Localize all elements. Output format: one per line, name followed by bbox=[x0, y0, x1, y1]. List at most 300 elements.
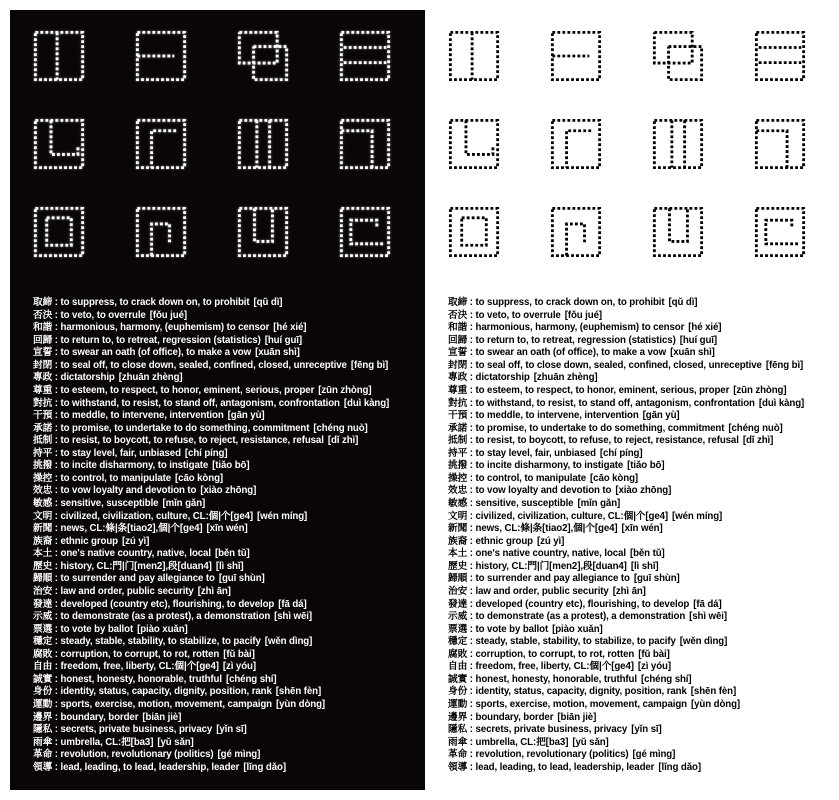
entry-definition: steady, stable, stability, to stabilize, to pacify bbox=[60, 636, 261, 648]
entry-hanzi: 敏感 bbox=[33, 498, 53, 509]
entry-hanzi: 革命 bbox=[33, 749, 53, 761]
entry-hanzi: 隱私 bbox=[33, 724, 53, 736]
entry-hanzi: 承諾 bbox=[33, 422, 53, 434]
entry-hanzi: 干預 bbox=[33, 410, 53, 422]
word-entry bbox=[448, 724, 836, 737]
entry-pinyin: [gān yù] bbox=[227, 410, 265, 422]
entry-separator: : bbox=[467, 297, 476, 308]
panel-dark bbox=[10, 10, 425, 790]
entry-pinyin: [mǐn gǎn] bbox=[577, 498, 621, 509]
dotted-glyph-6 bbox=[550, 118, 602, 170]
entry-hanzi: 尊重 bbox=[448, 384, 468, 396]
entry-pinyin: [yùn dòng] bbox=[690, 699, 741, 710]
entry-pinyin: [wěn dìng] bbox=[264, 636, 313, 648]
entry-separator: : bbox=[52, 460, 61, 472]
word-entry bbox=[33, 712, 421, 725]
entry-hanzi: 回歸 bbox=[33, 334, 53, 346]
entry-definition: to vote by ballot bbox=[60, 623, 134, 635]
entry-hanzi: 持平 bbox=[33, 447, 53, 459]
entry-separator: : bbox=[467, 749, 476, 761]
word-entry bbox=[33, 636, 421, 649]
entry-pinyin: [gān yù] bbox=[642, 410, 680, 422]
entry-hanzi: 新聞 bbox=[33, 523, 53, 535]
entry-pinyin: [zhì ān] bbox=[197, 585, 231, 597]
entry-definition: to vote by ballot bbox=[475, 623, 549, 635]
entry-pinyin: [zú yì] bbox=[121, 535, 150, 547]
entry-pinyin: [yǔ sǎn] bbox=[157, 736, 194, 748]
entry-pinyin: [shēn fèn] bbox=[690, 686, 737, 698]
word-entry bbox=[448, 686, 836, 699]
word-entry bbox=[33, 360, 421, 373]
entry-pinyin: [duì kàng] bbox=[343, 397, 390, 409]
dotted-glyph-12 bbox=[754, 206, 806, 258]
entry-pinyin: [dǐ zhì] bbox=[327, 435, 359, 447]
entry-pinyin: [lì shǐ] bbox=[630, 560, 659, 572]
entry-separator: : bbox=[467, 347, 476, 359]
word-entry bbox=[448, 661, 836, 674]
entry-separator: : bbox=[467, 334, 476, 346]
entry-separator: : bbox=[467, 359, 476, 371]
entry-pinyin: [fēng bì] bbox=[765, 359, 804, 371]
glyph-grid bbox=[33, 30, 391, 258]
entry-separator: : bbox=[467, 460, 476, 472]
word-entry bbox=[448, 699, 836, 712]
entry-hanzi: 雨傘 bbox=[33, 736, 53, 748]
entry-definition: honest, honesty, honorable, truthful bbox=[475, 673, 637, 685]
word-list bbox=[448, 297, 836, 774]
entry-definition: identity, status, capacity, dignity, position, rank bbox=[60, 686, 272, 698]
entry-definition: to esteem, to respect, to honor, eminent, serious, proper bbox=[475, 384, 730, 396]
entry-definition: to promise, to undertake to do something, commitment bbox=[60, 422, 310, 434]
dotted-glyph-9 bbox=[448, 206, 500, 258]
entry-hanzi: 否決 bbox=[448, 309, 468, 321]
entry-hanzi: 領導 bbox=[448, 761, 468, 773]
entry-definition: civilized, civilization, culture, CL:個|个[ge4] bbox=[475, 510, 669, 522]
word-entry bbox=[448, 649, 836, 662]
entry-definition: to return to, to retreat, regression (statistics) bbox=[475, 334, 676, 346]
entry-separator: : bbox=[467, 699, 476, 710]
word-entry bbox=[33, 423, 421, 436]
entry-separator: : bbox=[52, 397, 61, 409]
entry-pinyin: [zhuān zhèng] bbox=[533, 372, 598, 384]
word-entry bbox=[448, 335, 836, 348]
entry-separator: : bbox=[467, 322, 476, 334]
word-entry bbox=[448, 372, 836, 385]
entry-pinyin: [piào xuǎn] bbox=[552, 623, 603, 635]
entry-pinyin: [běn tǔ] bbox=[629, 548, 665, 560]
entry-hanzi: 自由 bbox=[448, 661, 468, 673]
entry-hanzi: 歸順 bbox=[33, 573, 53, 585]
entry-hanzi: 操控 bbox=[448, 472, 468, 484]
dotted-glyph-7 bbox=[237, 118, 289, 170]
entry-hanzi: 新聞 bbox=[448, 523, 468, 535]
entry-hanzi: 文明 bbox=[33, 510, 53, 522]
entry-definition: revolution, revolutionary (politics) bbox=[475, 749, 629, 761]
entry-separator: : bbox=[467, 673, 476, 685]
entry-separator: : bbox=[52, 435, 61, 447]
word-entry bbox=[33, 473, 421, 486]
entry-pinyin: [guī shùn] bbox=[218, 573, 265, 585]
entry-definition: developed (country etc), flourishing, to develop bbox=[60, 598, 275, 610]
entry-hanzi: 效忠 bbox=[33, 485, 53, 497]
entry-hanzi: 票選 bbox=[448, 623, 468, 635]
entry-definition: ethnic group bbox=[475, 535, 533, 547]
entry-definition: to vow loyalty and devotion to bbox=[475, 485, 612, 497]
entry-pinyin: [chéng shí] bbox=[225, 673, 277, 685]
entry-hanzi: 邊界 bbox=[33, 711, 53, 723]
entry-definition: freedom, free, liberty, CL:個|个[ge4] bbox=[60, 661, 219, 673]
entry-separator: : bbox=[467, 523, 476, 535]
dotted-glyph-11 bbox=[237, 206, 289, 258]
word-entry bbox=[33, 297, 421, 310]
entry-separator: : bbox=[52, 498, 61, 509]
word-entry bbox=[33, 448, 421, 461]
entry-separator: : bbox=[467, 472, 476, 484]
entry-hanzi: 票選 bbox=[33, 623, 53, 635]
entry-pinyin: [xiào zhōng] bbox=[615, 485, 672, 497]
word-entry bbox=[33, 485, 421, 498]
dotted-glyph-1 bbox=[448, 30, 500, 82]
word-entry bbox=[448, 360, 836, 373]
entry-definition: secrets, private business, privacy bbox=[475, 724, 628, 736]
entry-separator: : bbox=[467, 447, 476, 459]
entry-separator: : bbox=[52, 761, 61, 773]
entry-pinyin: [shēn fèn] bbox=[275, 686, 322, 698]
entry-hanzi: 革命 bbox=[448, 749, 468, 761]
entry-definition: to stay level, fair, unbiased bbox=[475, 447, 596, 459]
entry-definition: to veto, to overrule bbox=[60, 309, 146, 321]
entry-pinyin: [duì kàng] bbox=[758, 397, 805, 409]
entry-hanzi: 挑撥 bbox=[448, 460, 468, 472]
word-entry bbox=[33, 686, 421, 699]
entry-separator: : bbox=[467, 485, 476, 497]
entry-hanzi: 抵制 bbox=[33, 435, 53, 447]
entry-definition: harmonious, harmony, (euphemism) to censor bbox=[475, 322, 685, 334]
entry-hanzi: 族裔 bbox=[448, 535, 468, 547]
dotted-glyph-10 bbox=[550, 206, 602, 258]
entry-separator: : bbox=[52, 535, 61, 547]
entry-separator: : bbox=[52, 673, 61, 685]
entry-definition: to withstand, to resist, to stand off, antagonism, confrontation bbox=[475, 397, 755, 409]
entry-separator: : bbox=[52, 724, 61, 736]
entry-pinyin: [huí guī] bbox=[679, 334, 717, 346]
word-entry bbox=[33, 322, 421, 335]
word-entry bbox=[448, 423, 836, 436]
entry-pinyin: [chí píng] bbox=[599, 447, 643, 459]
entry-separator: : bbox=[467, 498, 476, 509]
entry-hanzi: 敏感 bbox=[448, 498, 468, 509]
entry-definition: to vow loyalty and devotion to bbox=[60, 485, 197, 497]
word-entry bbox=[448, 573, 836, 586]
entry-separator: : bbox=[467, 724, 476, 736]
entry-hanzi: 承諾 bbox=[448, 422, 468, 434]
entry-separator: : bbox=[467, 510, 476, 522]
entry-separator: : bbox=[52, 447, 61, 459]
entry-definition: to veto, to overrule bbox=[475, 309, 561, 321]
entry-hanzi: 否決 bbox=[33, 309, 53, 321]
entry-definition: to meddle, to intervene, intervention bbox=[60, 410, 224, 422]
entry-hanzi: 治安 bbox=[448, 585, 468, 597]
entry-pinyin: [fǔ bài] bbox=[638, 648, 670, 660]
word-entry bbox=[448, 712, 836, 725]
entry-definition: umbrella, CL:把[ba3] bbox=[60, 736, 154, 748]
entry-hanzi: 專政 bbox=[33, 372, 53, 384]
word-entry bbox=[33, 460, 421, 473]
word-entry bbox=[33, 661, 421, 674]
dotted-glyph-9 bbox=[33, 206, 85, 258]
entry-separator: : bbox=[467, 636, 476, 648]
entry-hanzi: 效忠 bbox=[448, 485, 468, 497]
word-entry bbox=[448, 624, 836, 637]
entry-separator: : bbox=[52, 573, 61, 585]
entry-separator: : bbox=[52, 598, 61, 610]
word-entry bbox=[448, 297, 836, 310]
entry-pinyin: [shì wēi] bbox=[274, 611, 312, 623]
entry-hanzi: 歸順 bbox=[448, 573, 468, 585]
entry-definition: ethnic group bbox=[60, 535, 118, 547]
entry-definition: news, CL:條|条[tiao2],個|个[ge4] bbox=[60, 523, 203, 535]
dotted-glyph-8 bbox=[754, 118, 806, 170]
entry-pinyin: [fēng bì] bbox=[350, 359, 389, 371]
entry-definition: law and order, public security bbox=[475, 585, 609, 597]
panel-light bbox=[425, 10, 839, 790]
entry-hanzi: 邊界 bbox=[448, 711, 468, 723]
entry-hanzi: 對抗 bbox=[33, 397, 53, 409]
entry-hanzi: 封閉 bbox=[448, 359, 468, 371]
entry-definition: dictatorship bbox=[60, 372, 115, 384]
entry-hanzi: 回歸 bbox=[448, 334, 468, 346]
word-entry bbox=[33, 347, 421, 360]
word-entry bbox=[448, 548, 836, 561]
entry-pinyin: [zì yóu] bbox=[222, 661, 256, 673]
word-entry bbox=[33, 511, 421, 524]
entry-pinyin: [qǔ dì] bbox=[253, 297, 283, 308]
entry-definition: sports, exercise, motion, movement, campaign bbox=[475, 699, 687, 710]
entry-separator: : bbox=[467, 535, 476, 547]
entry-separator: : bbox=[52, 548, 61, 560]
entry-hanzi: 隱私 bbox=[448, 724, 468, 736]
entry-hanzi: 宣誓 bbox=[448, 347, 468, 359]
word-entry bbox=[33, 561, 421, 574]
entry-separator: : bbox=[52, 510, 61, 522]
entry-separator: : bbox=[467, 736, 476, 748]
dotted-glyph-3 bbox=[237, 30, 289, 82]
entry-separator: : bbox=[467, 372, 476, 384]
entry-pinyin: [gé mìng] bbox=[217, 749, 261, 761]
entry-definition: law and order, public security bbox=[60, 585, 194, 597]
entry-definition: developed (country etc), flourishing, to develop bbox=[475, 598, 690, 610]
entry-separator: : bbox=[52, 523, 61, 535]
entry-separator: : bbox=[52, 699, 61, 710]
word-entry bbox=[448, 611, 836, 624]
entry-hanzi: 腐敗 bbox=[448, 648, 468, 660]
entry-hanzi: 挑撥 bbox=[33, 460, 53, 472]
entry-hanzi: 封閉 bbox=[33, 359, 53, 371]
entry-hanzi: 本土 bbox=[448, 548, 468, 560]
entry-pinyin: [chéng nuò] bbox=[313, 422, 368, 434]
entry-pinyin: [yǐn sī] bbox=[216, 724, 247, 736]
word-entry bbox=[33, 674, 421, 687]
entry-definition: corruption, to corrupt, to rot, rotten bbox=[60, 648, 220, 660]
dotted-glyph-3 bbox=[652, 30, 704, 82]
word-entry bbox=[33, 385, 421, 398]
word-entry bbox=[448, 473, 836, 486]
entry-hanzi: 自由 bbox=[33, 661, 53, 673]
dotted-glyph-4 bbox=[754, 30, 806, 82]
entry-definition: to stay level, fair, unbiased bbox=[60, 447, 181, 459]
word-entry bbox=[448, 561, 836, 574]
entry-pinyin: [yǔ sǎn] bbox=[572, 736, 609, 748]
word-entry bbox=[33, 611, 421, 624]
entry-hanzi: 和諧 bbox=[33, 322, 53, 334]
entry-pinyin: [fǔ bài] bbox=[223, 648, 255, 660]
entry-pinyin: [piào xuǎn] bbox=[137, 623, 188, 635]
entry-definition: honest, honesty, honorable, truthful bbox=[60, 673, 222, 685]
word-entry bbox=[448, 511, 836, 524]
word-entry bbox=[33, 573, 421, 586]
entry-definition: to incite disharmony, to instigate bbox=[60, 460, 209, 472]
entry-definition: to swear an oath (of office), to make a vow bbox=[475, 347, 667, 359]
word-entry bbox=[448, 737, 836, 750]
entry-hanzi: 歷史 bbox=[448, 560, 468, 572]
entry-hanzi: 和諧 bbox=[448, 322, 468, 334]
word-entry bbox=[33, 372, 421, 385]
entry-pinyin: [zhì ān] bbox=[612, 585, 646, 597]
dotted-glyph-10 bbox=[135, 206, 187, 258]
entry-separator: : bbox=[467, 686, 476, 698]
dotted-glyph-11 bbox=[652, 206, 704, 258]
dotted-glyph-4 bbox=[339, 30, 391, 82]
word-entry bbox=[33, 435, 421, 448]
entry-definition: to esteem, to respect, to honor, eminent, serious, proper bbox=[60, 384, 315, 396]
entry-pinyin: [cāo kòng] bbox=[590, 472, 639, 484]
entry-pinyin: [xīn wén] bbox=[206, 523, 248, 535]
entry-pinyin: [hé xié] bbox=[273, 322, 307, 334]
entry-pinyin: [lì shǐ] bbox=[215, 560, 244, 572]
entry-definition: to withstand, to resist, to stand off, antagonism, confrontation bbox=[60, 397, 340, 409]
entry-definition: civilized, civilization, culture, CL:個|个[ge4] bbox=[60, 510, 254, 522]
entry-separator: : bbox=[52, 422, 61, 434]
dotted-glyph-5 bbox=[33, 118, 85, 170]
entry-pinyin: [shì wēi] bbox=[689, 611, 727, 623]
entry-separator: : bbox=[467, 761, 476, 773]
entry-definition: boundary, border bbox=[60, 711, 139, 723]
word-entry bbox=[33, 536, 421, 549]
entry-hanzi: 發達 bbox=[33, 598, 53, 610]
dotted-glyph-2 bbox=[550, 30, 602, 82]
entry-definition: news, CL:條|条[tiao2],個|个[ge4] bbox=[475, 523, 618, 535]
entry-definition: to surrender and pay allegiance to bbox=[475, 573, 630, 585]
entry-hanzi: 持平 bbox=[448, 447, 468, 459]
entry-hanzi: 本土 bbox=[33, 548, 53, 560]
entry-definition: sensitive, susceptible bbox=[475, 498, 574, 509]
entry-separator: : bbox=[467, 435, 476, 447]
entry-hanzi: 取締 bbox=[33, 297, 53, 308]
entry-definition: sensitive, susceptible bbox=[60, 498, 159, 509]
word-entry bbox=[448, 398, 836, 411]
entry-definition: sports, exercise, motion, movement, campaign bbox=[60, 699, 272, 710]
entry-definition: to return to, to retreat, regression (statistics) bbox=[60, 334, 261, 346]
entry-separator: : bbox=[52, 749, 61, 761]
word-entry bbox=[448, 536, 836, 549]
entry-definition: one's native country, native, local bbox=[60, 548, 211, 560]
entry-pinyin: [fā dá] bbox=[693, 598, 722, 610]
entry-hanzi: 身份 bbox=[448, 686, 468, 698]
entry-pinyin: [biān jiè] bbox=[557, 711, 597, 723]
entry-pinyin: [gé mìng] bbox=[632, 749, 676, 761]
word-entry bbox=[33, 310, 421, 323]
entry-pinyin: [chéng nuò] bbox=[728, 422, 783, 434]
entry-separator: : bbox=[467, 598, 476, 610]
entry-separator: : bbox=[52, 359, 61, 371]
entry-pinyin: [wěn dìng] bbox=[679, 636, 728, 648]
entry-definition: corruption, to corrupt, to rot, rotten bbox=[475, 648, 635, 660]
entry-hanzi: 誠實 bbox=[448, 673, 468, 685]
entry-hanzi: 宣誓 bbox=[33, 347, 53, 359]
entry-definition: boundary, border bbox=[475, 711, 554, 723]
dotted-glyph-7 bbox=[652, 118, 704, 170]
entry-hanzi: 雨傘 bbox=[448, 736, 468, 748]
word-entry bbox=[448, 523, 836, 536]
entry-pinyin: [fǒu jué] bbox=[564, 309, 603, 321]
entry-pinyin: [tiǎo bō] bbox=[212, 460, 250, 472]
entry-definition: lead, leading, to lead, leadership, leader bbox=[60, 761, 240, 773]
entry-pinyin: [fā dá] bbox=[278, 598, 307, 610]
entry-hanzi: 操控 bbox=[33, 472, 53, 484]
entry-definition: to incite disharmony, to instigate bbox=[475, 460, 624, 472]
entry-separator: : bbox=[52, 611, 61, 623]
entry-pinyin: [wén míng] bbox=[672, 510, 723, 522]
entry-separator: : bbox=[52, 636, 61, 648]
entry-separator: : bbox=[52, 585, 61, 597]
entry-definition: to resist, to boycott, to refuse, to reject, resistance, refusal bbox=[60, 435, 324, 447]
word-entry bbox=[33, 749, 421, 762]
entry-separator: : bbox=[467, 560, 476, 572]
word-entry bbox=[448, 322, 836, 335]
entry-hanzi: 取締 bbox=[448, 297, 468, 308]
entry-pinyin: [cāo kòng] bbox=[175, 472, 224, 484]
entry-separator: : bbox=[467, 548, 476, 560]
word-entry bbox=[448, 448, 836, 461]
entry-definition: harmonious, harmony, (euphemism) to censor bbox=[60, 322, 270, 334]
entry-hanzi: 運動 bbox=[33, 699, 53, 710]
glyph-grid bbox=[448, 30, 806, 258]
entry-separator: : bbox=[52, 661, 61, 673]
entry-definition: to control, to manipulate bbox=[60, 472, 172, 484]
entry-definition: revolution, revolutionary (politics) bbox=[60, 749, 214, 761]
entry-pinyin: [biān jiè] bbox=[142, 711, 182, 723]
entry-hanzi: 治安 bbox=[33, 585, 53, 597]
entry-separator: : bbox=[52, 648, 61, 660]
word-entry bbox=[33, 335, 421, 348]
entry-hanzi: 領導 bbox=[33, 761, 53, 773]
entry-definition: secrets, private business, privacy bbox=[60, 724, 213, 736]
entry-definition: to demonstrate (as a protest), a demonstration bbox=[60, 611, 271, 623]
entry-pinyin: [dǐ zhì] bbox=[742, 435, 774, 447]
entry-separator: : bbox=[467, 711, 476, 723]
entry-hanzi: 身份 bbox=[33, 686, 53, 698]
word-entry bbox=[448, 410, 836, 423]
entry-separator: : bbox=[52, 372, 61, 384]
word-entry bbox=[448, 347, 836, 360]
entry-separator: : bbox=[467, 309, 476, 321]
entry-definition: to seal off, to close down, sealed, confined, closed, unreceptive bbox=[60, 359, 347, 371]
word-entry bbox=[448, 599, 836, 612]
entry-pinyin: [zūn zhòng] bbox=[318, 384, 372, 396]
entry-separator: : bbox=[52, 309, 61, 321]
entry-separator: : bbox=[52, 711, 61, 723]
entry-separator: : bbox=[52, 384, 61, 396]
